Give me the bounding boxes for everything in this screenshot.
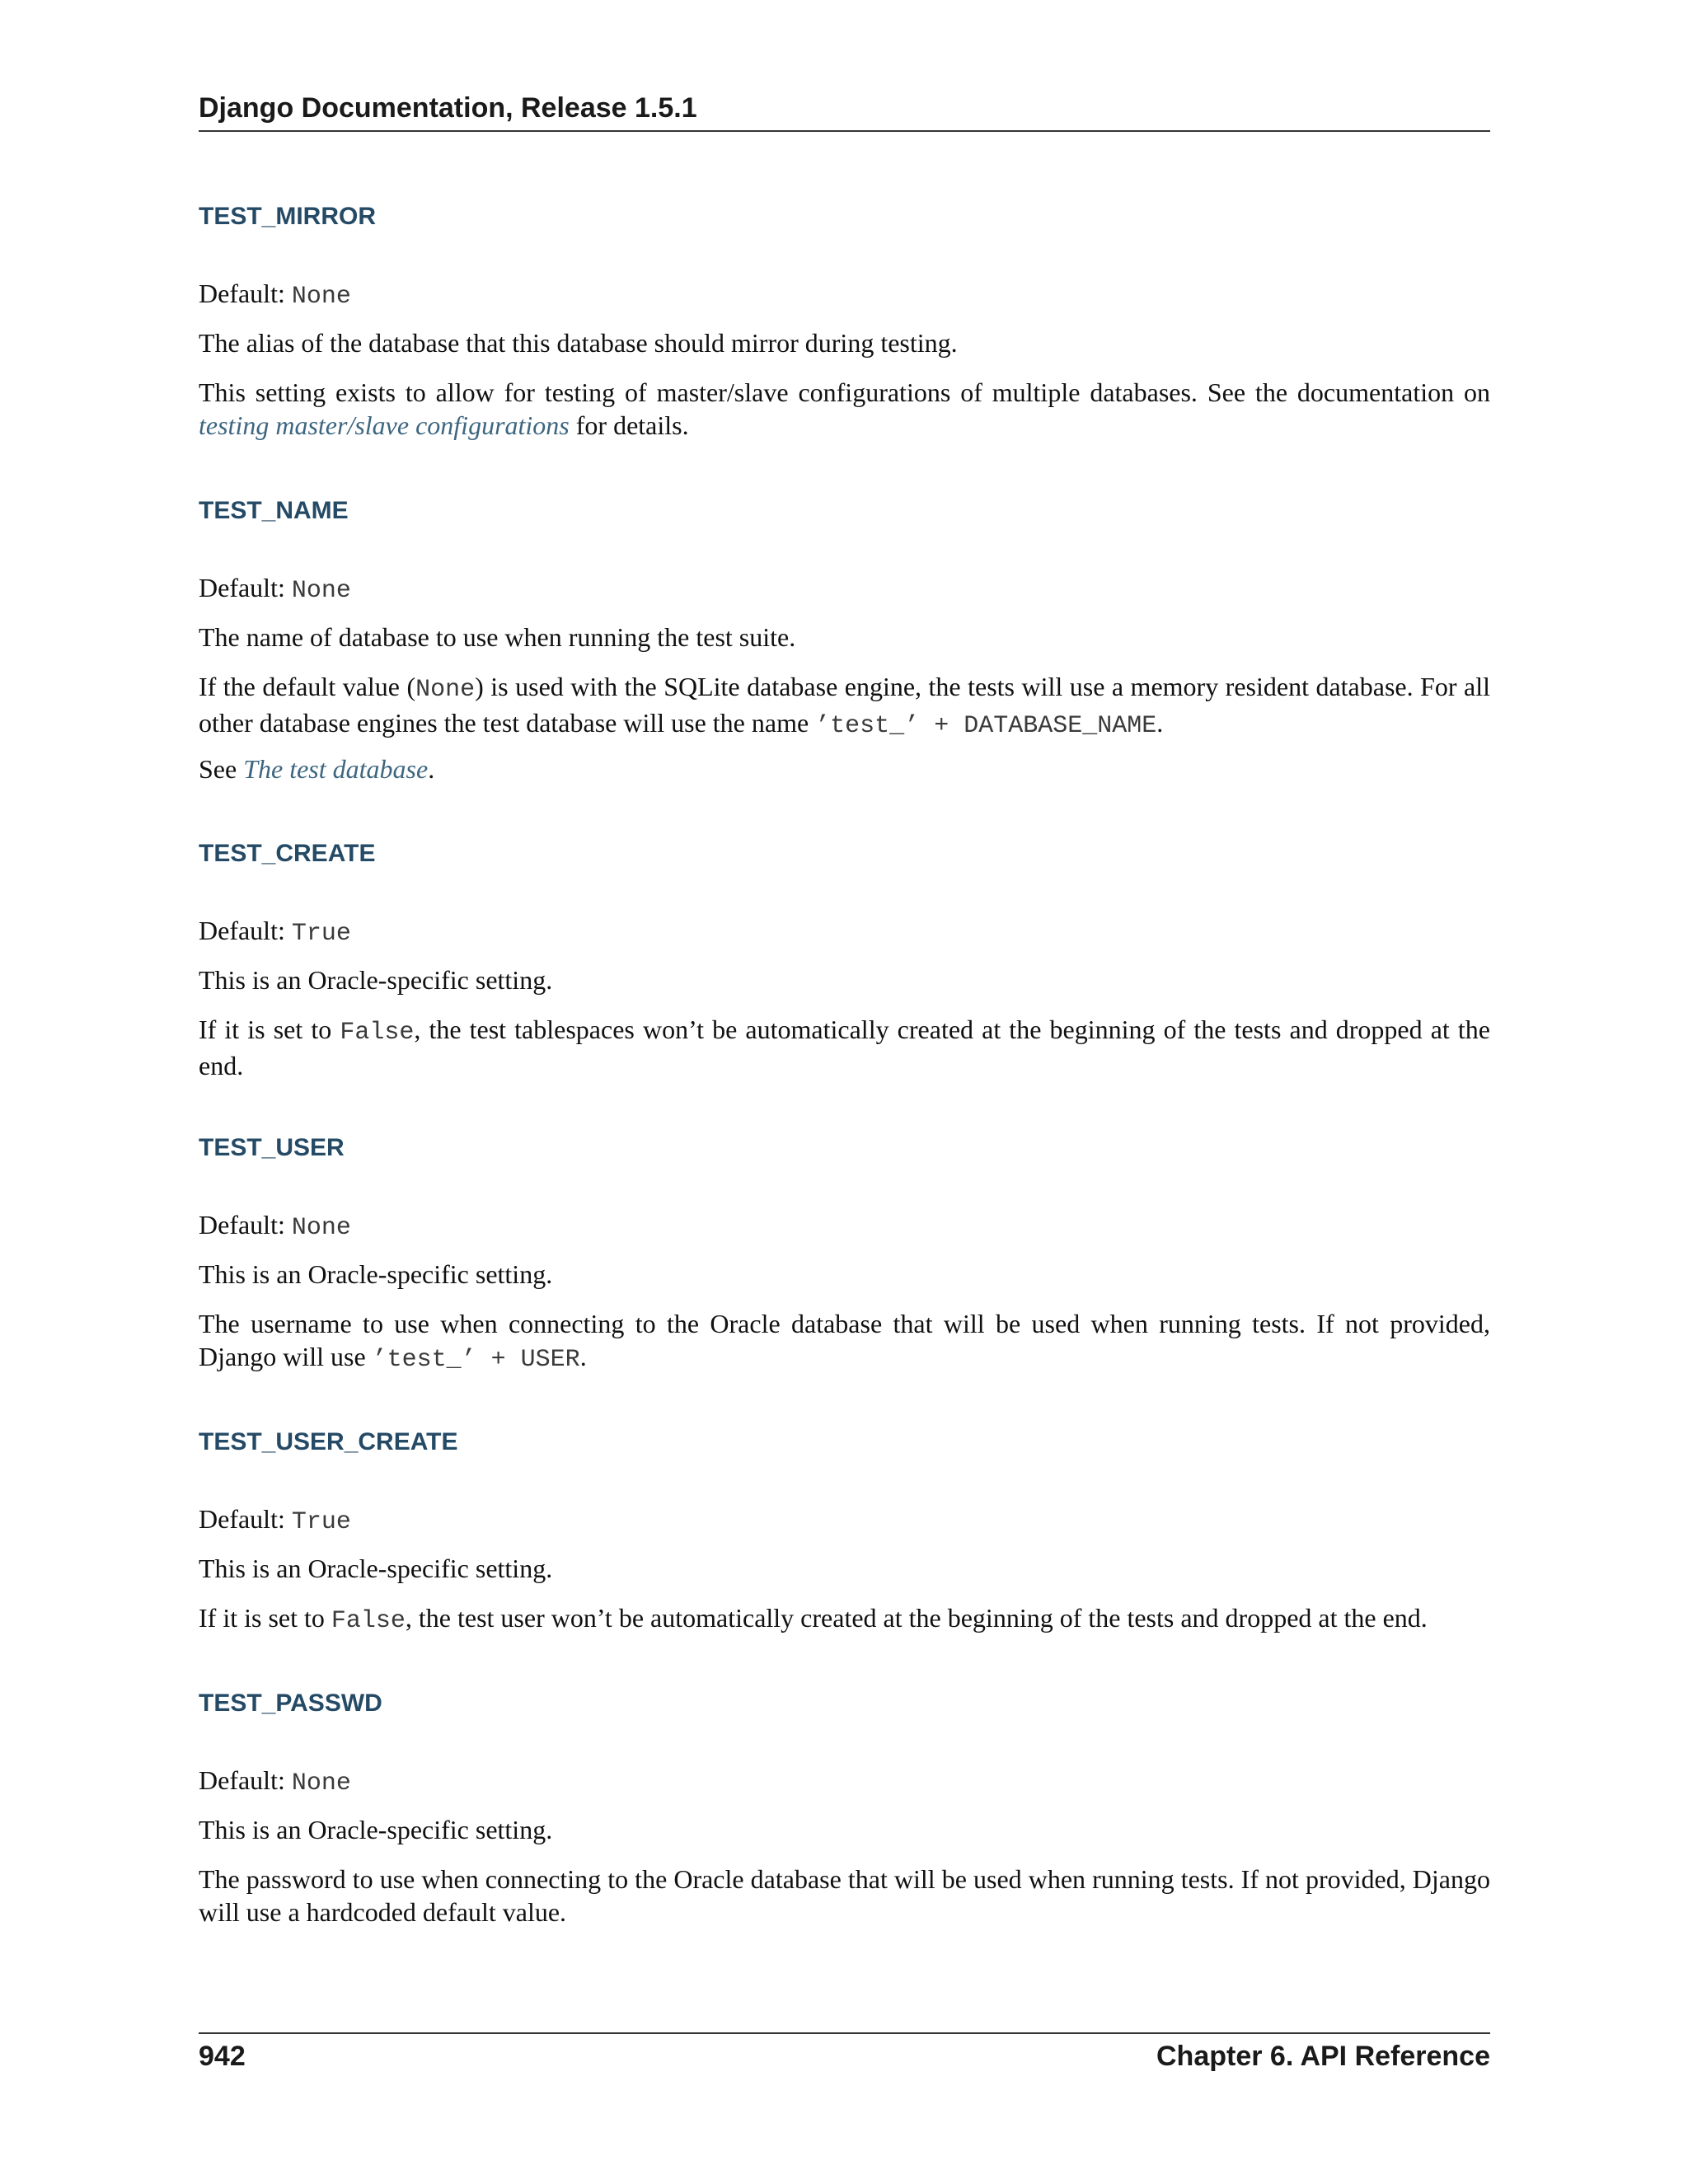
paragraph-text: This setting exists to allow for testing of master/slave configurations of multiple databases. See the documentation on [199, 377, 1490, 407]
default-label: Default: [199, 916, 292, 945]
paragraph-text: , the test tablespaces won’t be automatically created at the beginning of the tests and dropped at the end. [199, 1015, 1491, 1080]
default-label: Default: [199, 1504, 292, 1534]
paragraph-text: ) is used with the SQLite database engine, the tests will use a memory resident database. For all other database engines the test database will use the name [199, 672, 1491, 738]
section-title: TEST_USER_CREATE [199, 1428, 458, 1455]
paragraph-text: . [428, 754, 435, 784]
paragraph [199, 1307, 1490, 1376]
section-title: TEST_MIRROR [199, 203, 377, 230]
paragraph [199, 376, 1490, 442]
default-value: True [291, 920, 351, 948]
default-value: None [291, 1214, 351, 1242]
default-value: True [291, 1508, 351, 1536]
default-line [199, 1208, 1490, 1244]
paragraph: The name of database to use when running the test suite. [199, 622, 796, 652]
chapter-title: Chapter 6. API Reference [1156, 2041, 1490, 2072]
inline-code: False [331, 1607, 406, 1635]
default-label: Default: [199, 1210, 292, 1240]
paragraph [199, 1013, 1490, 1082]
paragraph-text: , the test user won’t be automatically created at the beginning of the tests and dropped at the end. [405, 1603, 1428, 1633]
default-line [199, 914, 1490, 950]
inline-code: False [340, 1019, 415, 1047]
paragraph-text: If it is set to [199, 1015, 340, 1044]
paragraph-text: . [1156, 708, 1164, 738]
section-title: TEST_NAME [199, 497, 349, 524]
paragraph-text: If it is set to [199, 1603, 331, 1633]
paragraph-text: If the default value ( [199, 672, 416, 701]
page-number: 942 [199, 2041, 246, 2072]
paragraph [199, 1601, 1490, 1638]
inline-code: ’test_’ + USER [372, 1346, 580, 1374]
default-value: None [291, 283, 351, 311]
link-the-test-database[interactable]: The test database [243, 754, 429, 784]
default-line [199, 1764, 1490, 1800]
paragraph-text: See [199, 754, 244, 784]
link-testing-master-slave[interactable]: testing master/slave configurations [199, 410, 570, 440]
default-label: Default: [199, 1765, 292, 1795]
paragraph: The alias of the database that this database should mirror during testing. [199, 328, 958, 358]
paragraph: This is an Oracle-specific setting. [199, 965, 553, 995]
default-label: Default: [199, 573, 292, 602]
default-line [199, 277, 1490, 313]
paragraph: The password to use when connecting to the Oracle database that will be used when running tests. If not provided, Django will use a hardcoded default value. [199, 1864, 1490, 1927]
paragraph: This is an Oracle-specific setting. [199, 1554, 553, 1583]
paragraph: This is an Oracle-specific setting. [199, 1259, 553, 1289]
page-footer [199, 2032, 1490, 2083]
default-value: None [291, 577, 351, 605]
page-header [199, 89, 1490, 132]
section-title: TEST_CREATE [199, 840, 376, 867]
default-value: None [291, 1769, 351, 1797]
paragraph-text: The username to use when connecting to the Oracle database that will be used when running tests. If not provided, Django will use [199, 1309, 1490, 1371]
paragraph-text: for details. [569, 410, 689, 440]
section-title: TEST_PASSWD [199, 1690, 382, 1717]
paragraph [199, 670, 1490, 743]
default-line [199, 571, 1490, 607]
paragraph-text: . [579, 1342, 587, 1371]
inline-code: None [415, 676, 476, 704]
document-title: Django Documentation, Release 1.5.1 [199, 92, 697, 124]
paragraph: This is an Oracle-specific setting. [199, 1815, 553, 1844]
inline-code: ’test_’ + DATABASE_NAME [815, 712, 1157, 740]
paragraph [199, 752, 1490, 785]
default-line [199, 1502, 1490, 1539]
section-title: TEST_USER [199, 1134, 345, 1161]
default-label: Default: [199, 279, 292, 308]
